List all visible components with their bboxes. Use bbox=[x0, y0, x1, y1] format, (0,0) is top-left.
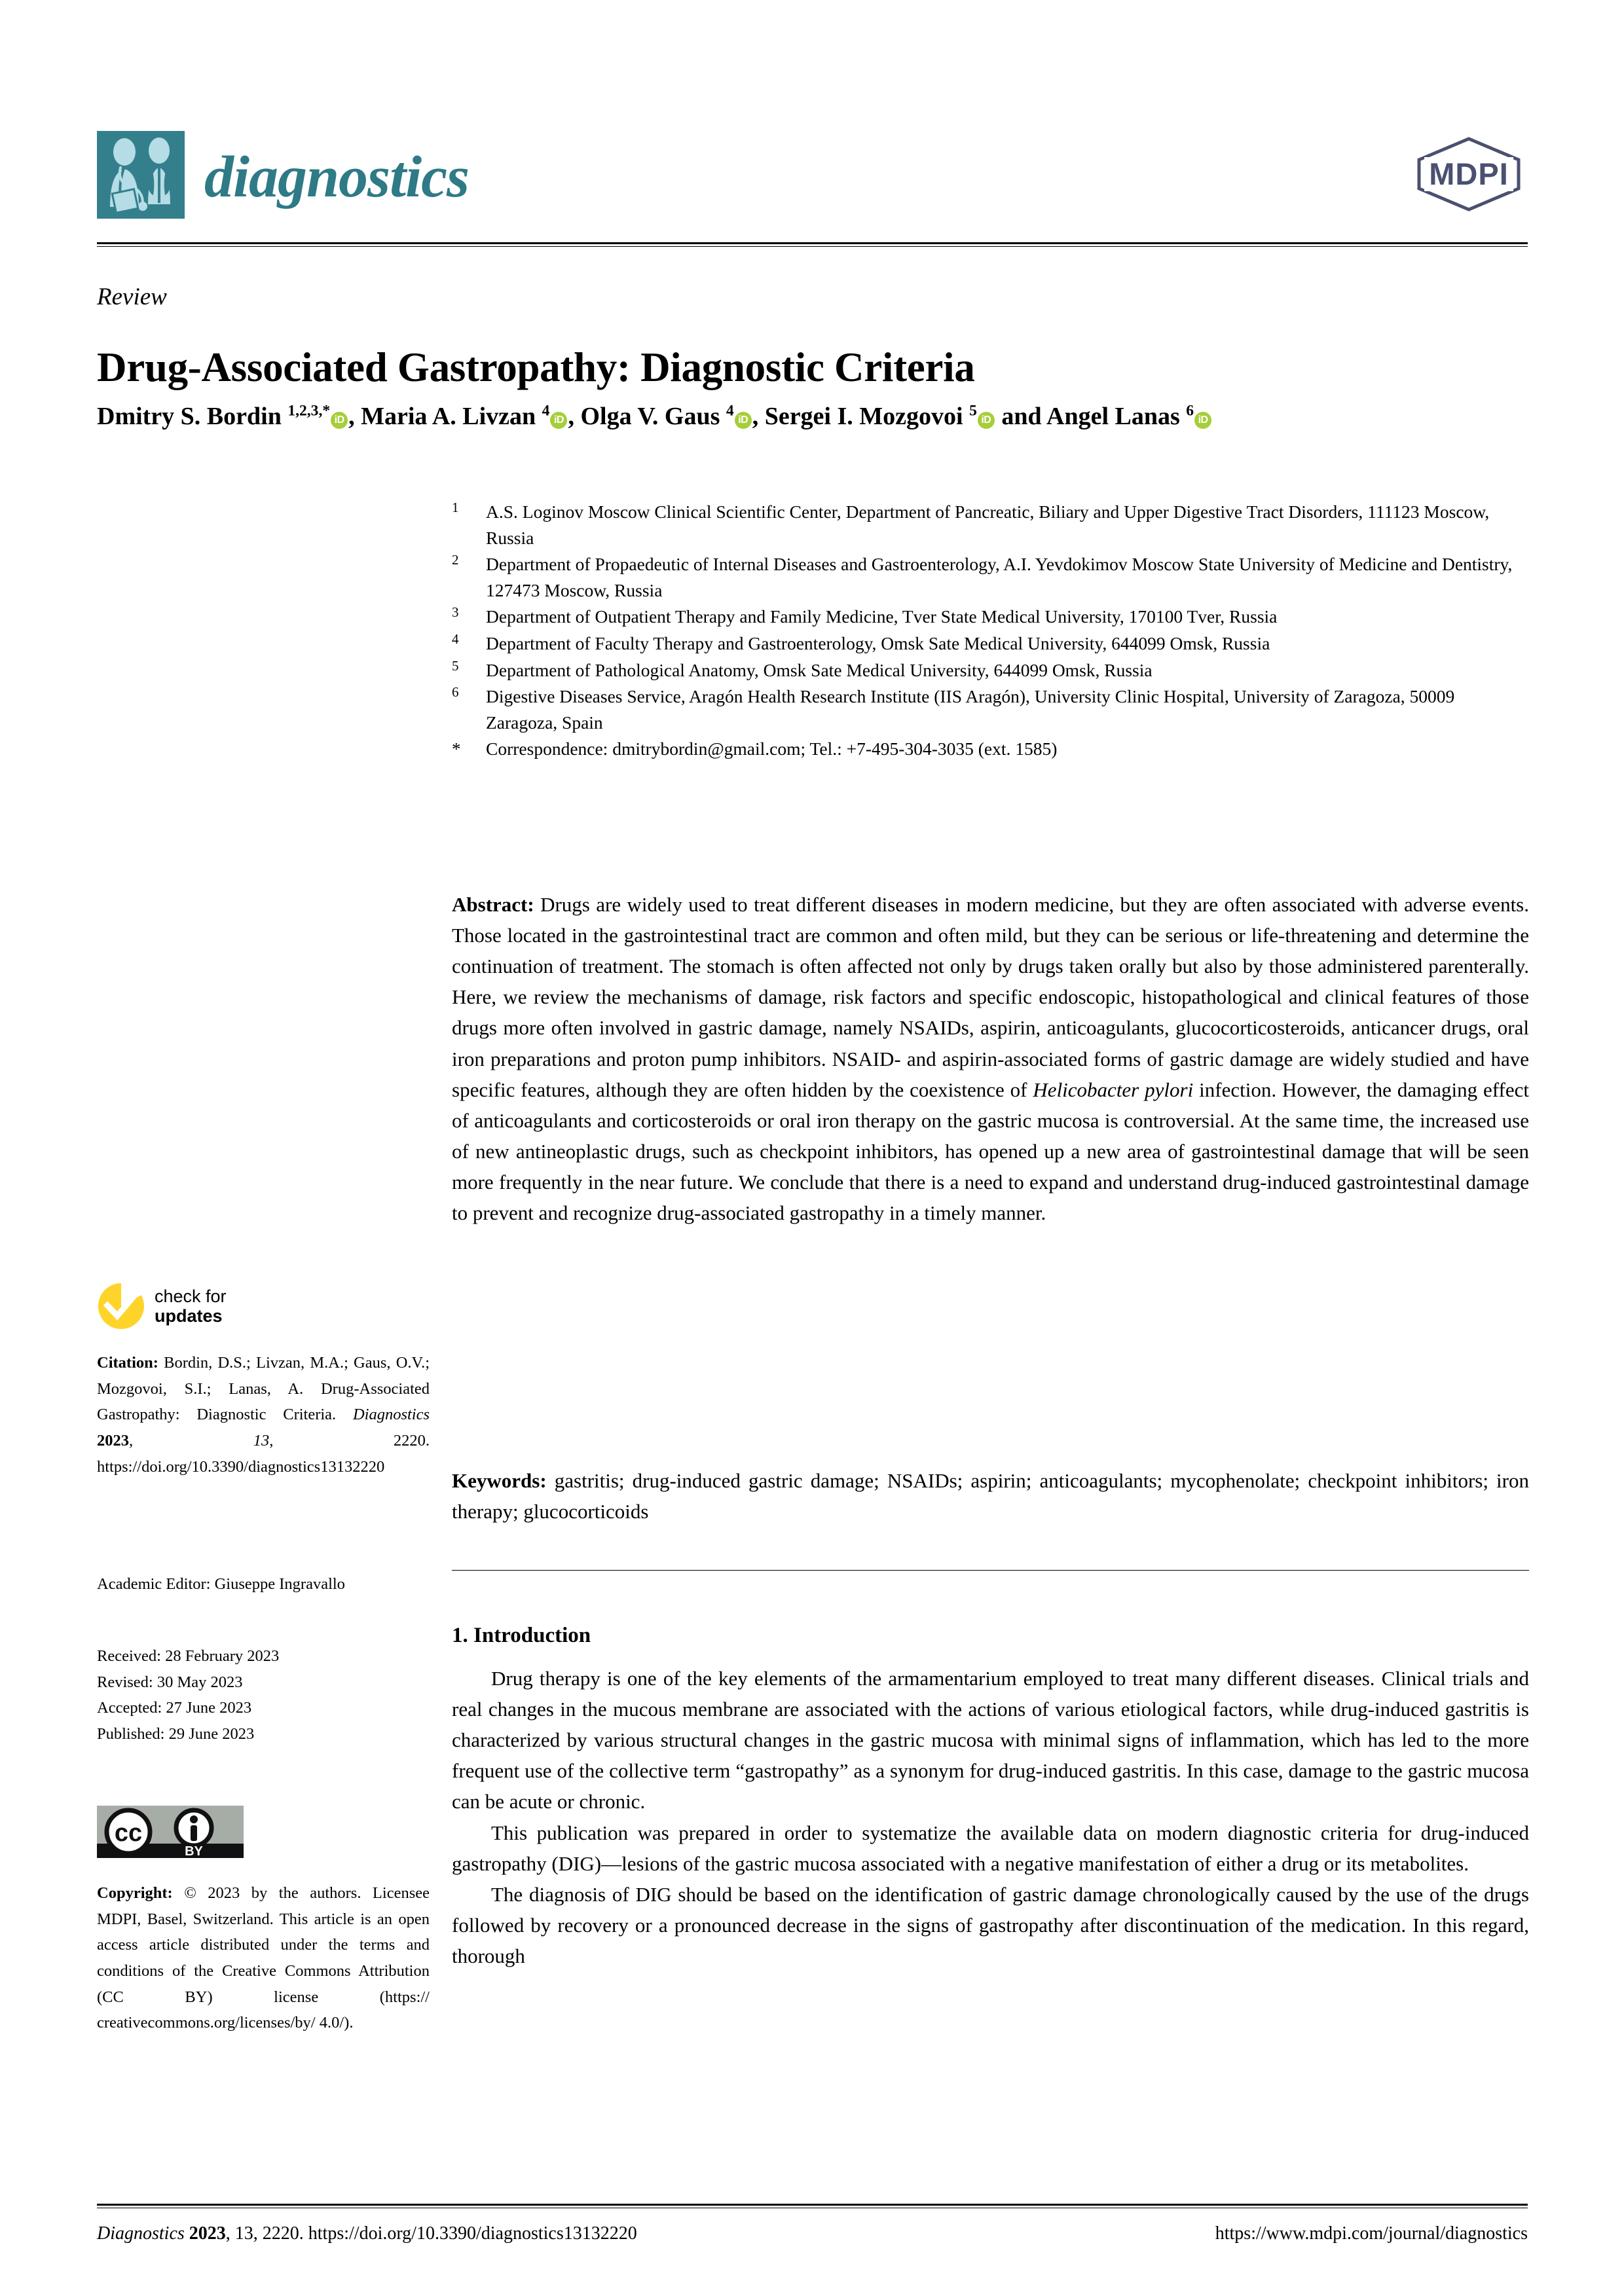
affiliation-item bbox=[452, 499, 1526, 551]
footer-year: 2023 bbox=[189, 2223, 226, 2244]
page-footer bbox=[97, 2223, 1528, 2244]
affiliation-marker: 1 bbox=[452, 500, 459, 515]
affiliation-item bbox=[452, 736, 1526, 762]
orcid-icon[interactable]: iD bbox=[1194, 412, 1211, 429]
svg-text:MDPI: MDPI bbox=[1429, 156, 1509, 191]
citation-doi[interactable]: , 2220. https://doi.org/10.3390/diagnostics13132220 bbox=[97, 1432, 430, 1476]
copyright-block: Copyright: © 2023 by the authors. Licensee MDPI, Basel, Switzerland. This article is an open access article distributed under the terms and conditions of the Creative Commons Attribution (CC BY) license (https:// creativecommons.org/licenses/by/ 4.0/). bbox=[97, 1884, 430, 2032]
author-name: Angel Lanas bbox=[1046, 403, 1187, 430]
journal-name: diagnostics bbox=[204, 145, 470, 210]
body-paragraph: This publication was prepared in order to systematize the available data on modern diagnostic criteria for drug-induced gastropathy (DIG)—lesions of the gastric mucosa associated with a negative manifestation of either a drug or its metabolites. bbox=[452, 1821, 1529, 1875]
affiliation-text: Department of Faculty Therapy and Gastroenterology, Omsk Sate Medical University, 644099 Omsk, Russia bbox=[486, 632, 1270, 653]
author-name: Sergei I. Mozgovoi bbox=[764, 403, 970, 430]
section-divider bbox=[452, 1570, 1529, 1571]
footer-citation: Diagnostics 2023, 13, 2220. https://doi.org/10.3390/diagnostics13132220 bbox=[97, 2223, 637, 2244]
affiliation-marker: 4 bbox=[452, 630, 459, 647]
orcid-icon[interactable]: iD bbox=[550, 412, 567, 429]
masthead bbox=[97, 131, 1528, 228]
author-affiliation-marker: 4 bbox=[542, 402, 550, 420]
page-title: Drug-Associated Gastropathy: Diagnostic Criteria bbox=[97, 344, 975, 391]
footer-journal-name: Diagnostics bbox=[97, 2223, 185, 2244]
affiliation-marker: * bbox=[452, 739, 461, 759]
author-affiliation-marker: 4 bbox=[726, 402, 734, 420]
body-paragraph: Drug therapy is one of the key elements of the armamentarium employed to treat many different diseases. Clinical trials and real changes in the mucous membrane are associated with the actions of various etiological factors, while drug-induced gastritis is characterized by various structural changes in the gastric mucosa with minimal signs of inflammation, which has led to the more frequent use of the collective term “gastropathy” as a synonym for drug-induced gastritis. In this case, damage to the gastric mucosa can be acute or chronic. bbox=[452, 1667, 1529, 1813]
affiliation-marker: 5 bbox=[452, 657, 459, 674]
citation-journal: Diagnostics bbox=[352, 1406, 430, 1424]
cc-by-license-icon[interactable] bbox=[97, 1806, 244, 1858]
citation-year: 2023 bbox=[97, 1432, 129, 1450]
affiliation-item bbox=[452, 551, 1526, 603]
author-affiliation-marker: 1,2,3,* bbox=[287, 402, 331, 420]
orcid-icon[interactable]: iD bbox=[735, 412, 752, 429]
checkmark-icon bbox=[97, 1282, 145, 1330]
abstract: Abstract: Drugs are widely used to treat different diseases in modern medicine, but they are often associated with adverse events. Those located in the gastrointestinal tract are common and often mild, but they can be serious or life-threatening and determine the continuation of treatment. The stomach is often affected not only by drugs taken orally but also by those administered parenterally. Here, we review the mechanisms of damage, risk factors and specific endoscopic, histopathological and clinical features of those drugs more often involved in gastric damage, namely NSAIDs, aspirin, anticoagulants, glucocorticosteroids, anticancer drugs, oral iron preparations and proton pump inhibitors. NSAID- and aspirin-associated forms of gastric damage are widely studied and have specific features, although they are often hidden by the coexistence of Helicobacter pylori infection. However, the damaging effect of anticoagulants and corticosteroids or oral iron therapy on the gastric mucosa is controversial. At the same time, the increased use of new antineoplastic drugs, such as checkpoint inhibitors, has opened up a new area of gastrointestinal damage that will be seen more frequently in the near future. We conclude that there is a need to expand and understand drug-induced gastrointestinal damage to prevent and recognize drug-associated gastropathy in a timely manner. bbox=[452, 893, 1529, 1225]
affiliation-text: A.S. Loginov Moscow Clinical Scientific Center, Department of Pancreatic, Biliary and Upper Digestive Tract Disorders, 111123 Moscow, Russia bbox=[486, 501, 1490, 548]
abstract-label: Abstract: bbox=[452, 893, 534, 916]
academic-editor: Academic Editor: Giuseppe Ingravallo bbox=[97, 1575, 345, 1593]
affiliation-item bbox=[452, 657, 1526, 683]
keywords: Keywords: gastritis; drug-induced gastric damage; NSAIDs; aspirin; anticoagulants; mycophenolate; checkpoint inhibitors; iron therapy; glucocorticoids bbox=[452, 1469, 1529, 1523]
affiliation-text: Correspondence: dmitrybordin@gmail.com; Tel.: +7-495-304-3035 (ext. 1585) bbox=[486, 738, 1058, 759]
affiliation-item bbox=[452, 604, 1526, 630]
affiliation-text: Digestive Diseases Service, Aragón Health Research Institute (IIS Aragón), University Clinic Hospital, University of Zaragoza, 50009 Zaragoza, Spain bbox=[486, 686, 1455, 733]
citation-label: Citation: bbox=[97, 1354, 158, 1372]
affiliation-marker: 6 bbox=[452, 684, 459, 701]
header-rule bbox=[97, 242, 1528, 247]
keywords-label: Keywords: bbox=[452, 1469, 547, 1492]
footer-journal-url[interactable]: https://www.mdpi.com/journal/diagnostics bbox=[1215, 2223, 1528, 2244]
article-type-label: Review bbox=[97, 283, 167, 310]
check-for-updates-badge[interactable] bbox=[97, 1282, 227, 1330]
publication-date: Received: 28 February 2023 bbox=[97, 1647, 280, 1665]
mdpi-logo[interactable] bbox=[1410, 135, 1528, 213]
copyright-label: Copyright: bbox=[97, 1884, 173, 1902]
affiliation-text: Department of Pathological Anatomy, Omsk Sate Medical University, 644099 Omsk, Russia bbox=[486, 659, 1153, 680]
affiliation-marker: 2 bbox=[452, 552, 459, 568]
author-name: Dmitry S. Bordin bbox=[97, 403, 288, 430]
abstract-italic-term: Helicobacter pylori bbox=[1033, 1078, 1194, 1101]
author-name: Olga V. Gaus bbox=[580, 403, 726, 430]
citation-volume: 13 bbox=[253, 1432, 270, 1450]
body-paragraph: The diagnosis of DIG should be based on the identification of gastric damage chronologically caused by the use of the drugs followed by recovery or a pronounced decrease in the signs of gastropathy after discontinuation of the medication. In this regard, thorough bbox=[452, 1882, 1529, 1967]
affiliation-text: Department of Outpatient Therapy and Family Medicine, Tver State Medical University, 170100 Tver, Russia bbox=[486, 606, 1278, 627]
journal-logo[interactable] bbox=[97, 131, 469, 219]
check-for-updates-line1: check for bbox=[155, 1286, 227, 1306]
publication-date: Published: 29 June 2023 bbox=[97, 1725, 255, 1743]
orcid-icon[interactable]: iD bbox=[978, 412, 995, 429]
author-name: Maria A. Livzan bbox=[361, 403, 542, 430]
footer-rule bbox=[97, 2204, 1528, 2208]
affiliation-text: Department of Propaedeutic of Internal Diseases and Gastroenterology, A.I. Yevdokimov Moscow State University of Medicine and Dentistry, 127473 Moscow, Russia bbox=[486, 554, 1513, 600]
check-for-updates-line2: updates bbox=[155, 1306, 223, 1326]
author-affiliation-marker: 5 bbox=[969, 402, 977, 420]
svg-text:cc: cc bbox=[114, 1819, 143, 1847]
publication-date: Revised: 30 May 2023 bbox=[97, 1673, 243, 1691]
publication-dates bbox=[97, 1643, 430, 1747]
section-heading-introduction: 1. Introduction bbox=[452, 1624, 591, 1647]
orcid-icon[interactable]: iD bbox=[331, 412, 348, 429]
doctor-patient-lungs-icon bbox=[97, 131, 185, 219]
affiliation-item bbox=[452, 630, 1526, 657]
cc-by-label: BY bbox=[185, 1844, 203, 1858]
author-list: Dmitry S. Bordin $^{1,2,3,*}$iD , Maria A. Livzan $^4$iD , Olga V. Gaus $^4$iD , Sergei I. Mozgovoi $^5$iD and Angel Lanas $^6$iD bbox=[97, 401, 1538, 433]
citation-block: Citation: Bordin, D.S.; Livzan, M.A.; Gaus, O.V.; Mozgovoi, S.I.; Lanas, A. Drug-Associated Gastropathy: Diagnostic Criteria. Diagnostics 2023, 13, 2220. https://doi.org/10.3390/diagnostics13132220 bbox=[97, 1354, 430, 1476]
affiliation-item bbox=[452, 683, 1526, 735]
affiliation-list bbox=[452, 499, 1526, 763]
affiliation-marker: 3 bbox=[452, 604, 459, 621]
publication-date: Accepted: 27 June 2023 bbox=[97, 1699, 252, 1717]
author-affiliation-marker: 6 bbox=[1186, 402, 1194, 420]
section-body-introduction bbox=[452, 1663, 1529, 1971]
